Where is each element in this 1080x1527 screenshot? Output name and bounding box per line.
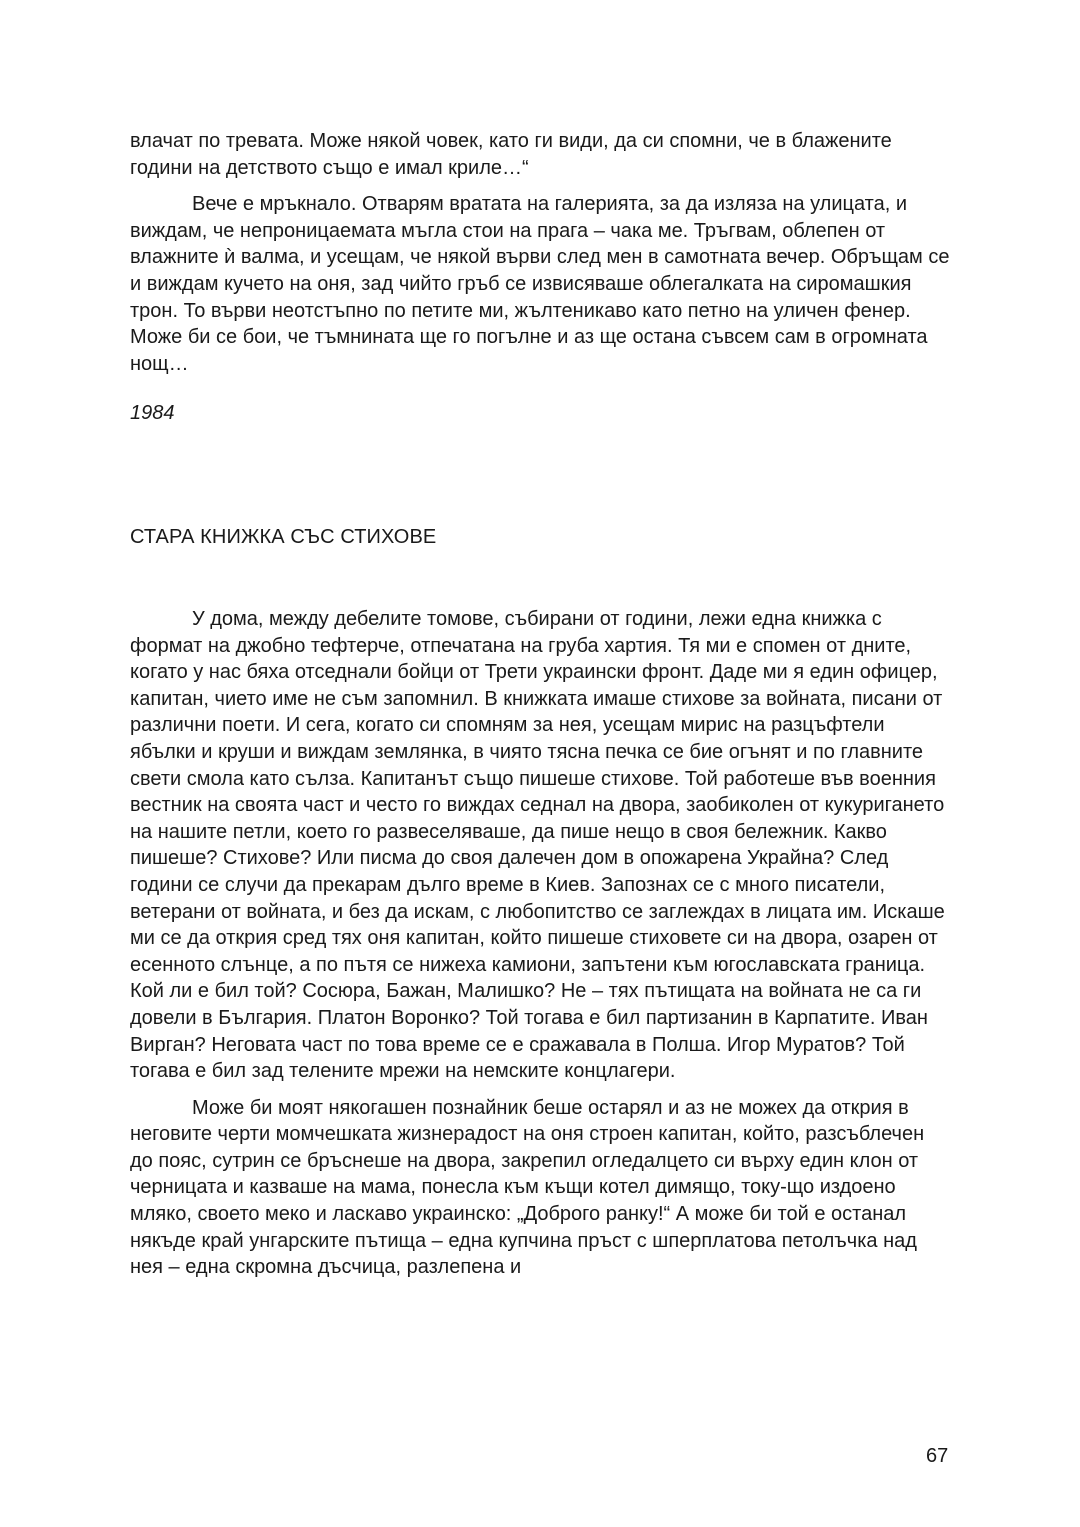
paragraph-captain: Може би моят някогашен познайник беше остарял и аз не можех да открия в неговите черти момчешката жизнерадост на оня строен капитан, който, разсъблечен до пояс, сутрин се бръснеше на двора, закрепил огледалцето си върху един клон от черницата и казваше на мама, понесла към къщи котел димящо, току-що издоено мляко, своето меко и ласкаво украинско: „Доброго ранку!“ А може би той е останал някъде край унгарските пътища – една купчина пръст с шперплатова петолъчка над нея – една скромна дъсчица, разлепена и [130,1096,925,1279]
page-number: 67 [926,1445,949,1467]
year-signature: 1984 [130,402,175,424]
paragraph-continuation: влачат по тревата. Може някой човек, като ги види, да си спомни, че в блажените години на детството също е имал криле…“ [130,130,892,179]
section-title: СТАРА КНИЖКА СЪС СТИХОВЕ [130,526,437,548]
top-text-block [130,128,950,377]
paragraph-evening: Вече е мръкнало. Отварям вратата на галерията, за да изляза на улицата, и виждам, че непроницаемата мъгла стои на прага – чака ме. Тръгвам, облепен от влажните ѝ валма, и усещам, че някой върви след мен в самотната вечер. Обръщам се и виждам кучето на оня, зад чийто гръб се извисяваше облегалката на сиромашкия трон. То върви неотстъпно по петите ми, жълтеникаво като петно на уличен фенер. Може би се бои, че тъмнината ще го погълне и аз ще остана съвсем сам в огромната нощ… [130,193,950,375]
paragraph-old-book: У дома, между дебелите томове, събирани от години, лежи една книжка с формат на джобно тефтерче, отпечатана на груба хартия. Тя ми е спомен от дните, когато у нас бяха отседнали бойци от Трети украински фронт. Даде ми я един офицер, капитан, чието име не съм запомнил. В книжката имаше стихове за войната, писани от различни поети. И сега, когато си спомням за нея, усещам мирис на разцъфтели ябълки и круши и виждам землянка, в чиято тясна печка се бие огънят и по главните свети смола като сълза. Капитанът също пишеше стихове. Той работеше във военния вестник на своята част и често го виждах седнал на двора, заобиколен от кукуригането на нашите петли, което го развеселяваше, да пише нещо в своя бележник. Какво пишеше? Стихове? Или писма до своя далечен дом в опожарена Украйна? След години се случи да прекарам дълго време в Киев. Запознах се с много писатели, ветерани от войната, и без да искам, с любопитство се заглеждах в лицата им. Искаше ми се да открия сред тях оня капитан, който пишеше стиховете си на двора, озарен от есенното слънце, а по пътя се нижеха камиони, запътени към югославската граница. Кой ли е бил той? Сосюра, Бажан, Малишко? Не – тях пътищата на войната не са ги довели в България. Платон Воронко? Той тогава е бил партизанин в Карпатите. Иван Вирган? Неговата част по това време се е сражавала в Полша. Игор Муратов? Той тогава е бил зад телените мрежи на немските концлагери. [130,608,945,1083]
paragraph-gap [130,181,950,191]
paragraph-gap [130,1085,950,1095]
section-text-block [130,606,950,1281]
